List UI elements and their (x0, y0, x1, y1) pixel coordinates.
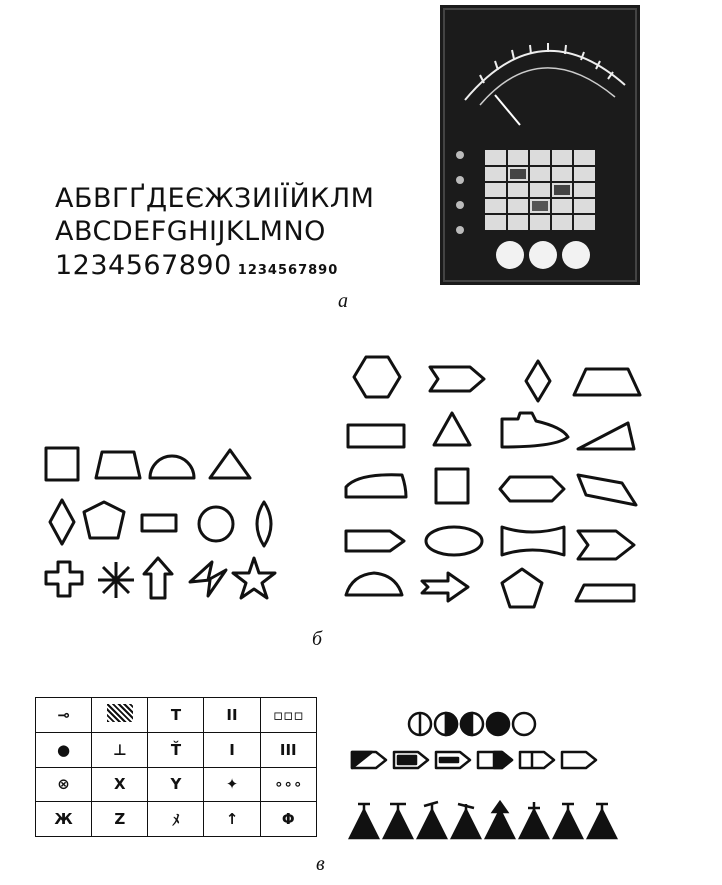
table-row (36, 802, 317, 837)
table-row (36, 698, 317, 733)
shape-arrow-up (144, 558, 172, 598)
table-cell: Φ (260, 802, 316, 837)
table-cell: II (204, 698, 260, 733)
arrow-row (352, 752, 596, 768)
shape-triangle (434, 413, 470, 445)
circle-full-icon (487, 713, 509, 735)
caption-a: а (338, 290, 348, 312)
table-cell: ↑ (204, 802, 260, 837)
shape-diamond (50, 500, 74, 544)
table-cell: X (92, 767, 148, 802)
shape-slanted-parallelogram (576, 585, 634, 601)
table-cell: ● (36, 732, 92, 767)
triangle-marker-7-icon (554, 810, 582, 838)
table-row (36, 732, 317, 767)
circle-empty-icon (513, 713, 535, 735)
triangle-marker-1-icon (350, 810, 378, 838)
shape-pentagon (502, 569, 542, 607)
arrow-fill-6-icon (562, 752, 596, 768)
table-cell: ﾒ (148, 802, 204, 837)
digits-row (55, 250, 338, 281)
table-cell: ∘∘∘ (260, 767, 316, 802)
left-shapes-group (40, 440, 280, 610)
table-cell: I (204, 732, 260, 767)
shape-hexagon (354, 357, 400, 397)
triangle-marker-6-icon (520, 810, 548, 838)
shape-star (233, 558, 275, 598)
caption-b: б (312, 628, 323, 650)
shape-concave-rectangle (502, 527, 564, 555)
shape-pentagon (84, 502, 124, 538)
shape-pointed-rectangle (346, 531, 404, 551)
digits-small: 1234567890 (237, 263, 339, 278)
table-cell: Ж (36, 802, 92, 837)
table-cell-hatched (92, 698, 148, 733)
shape-rectangle (348, 425, 404, 447)
cyrillic-alphabet: АБВГҐДЕЄЖЗИІЇЙКЛМ (55, 183, 375, 214)
shape-wedge (578, 423, 634, 449)
table-cell: ▫▫▫ (260, 698, 316, 733)
arrow-fill-5-icon (520, 752, 554, 768)
shape-rectangle (142, 515, 176, 531)
triangle-row (350, 802, 616, 838)
shape-asterisk (98, 562, 134, 598)
shape-trapezoid (574, 369, 640, 395)
shape-chevron (430, 367, 484, 391)
latin-alphabet: ABCDEFGHIJKLMNO (55, 216, 326, 247)
shape-circle (199, 507, 233, 541)
shape-square (436, 469, 468, 503)
shape-arrow-right (422, 573, 468, 601)
instrument-panel-image (440, 5, 640, 285)
right-shapes-group (338, 355, 648, 610)
shape-quadrilateral (578, 475, 636, 505)
shape-notched-arrow (578, 531, 634, 559)
shape-flat-hexagon (500, 477, 564, 501)
table-cell: Ť (148, 732, 204, 767)
shape-zigzag (190, 562, 226, 596)
triangle-marker-2-icon (384, 810, 412, 838)
triangle-marker-4-icon (452, 810, 480, 838)
shape-lens (257, 502, 271, 546)
shape-half-ellipse (346, 573, 402, 595)
table-cell: ⊗ (36, 767, 92, 802)
shape-semicircle (150, 456, 194, 478)
triangle-marker-3-icon (418, 810, 446, 838)
shape-boat (502, 413, 568, 447)
shape-triangle (210, 450, 250, 478)
table-cell: ✦ (204, 767, 260, 802)
table-cell: T (148, 698, 204, 733)
shape-diamond (526, 361, 550, 401)
hatch-pattern-icon (107, 704, 133, 722)
table-cell: ⊸ (36, 698, 92, 733)
symbol-table (35, 697, 317, 837)
shape-half-disk (346, 475, 406, 497)
table-cell: III (260, 732, 316, 767)
triangle-marker-5-icon (486, 810, 514, 838)
shape-square (46, 448, 78, 480)
table-cell: Z (92, 802, 148, 837)
caption-c: в (316, 853, 325, 875)
table-row (36, 767, 317, 802)
table-cell: ⊥ (92, 732, 148, 767)
shape-cross (46, 562, 82, 596)
triangle-marker-8-icon (588, 810, 616, 838)
table-cell: Y (148, 767, 204, 802)
shape-trapezoid (96, 452, 140, 478)
state-symbols-group (348, 708, 618, 848)
shape-ellipse (426, 527, 482, 555)
circle-phase-row (409, 713, 535, 735)
digits-large: 1234567890 (55, 250, 232, 281)
